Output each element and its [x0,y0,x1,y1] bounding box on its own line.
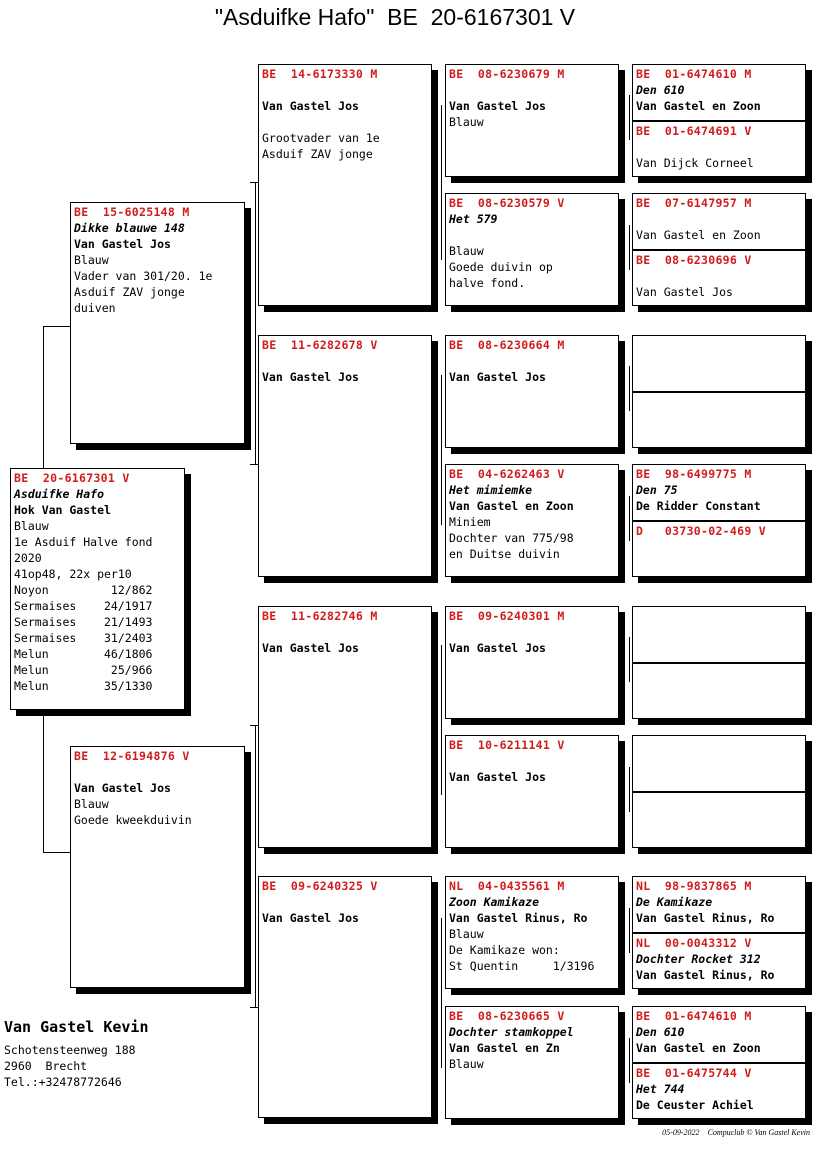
note-line: Grootvader van 1e [262,131,380,145]
note-line: 1e Asduif Halve fond [14,535,153,549]
pigeon-card-g8[interactable] [632,521,806,577]
pigeon-card-g2[interactable] [632,121,806,177]
pigeon-name [262,353,428,369]
ring-number [636,665,802,681]
connector [629,767,630,812]
ring-number: BE 01-6474610 M [636,67,752,81]
note-line: Sermaises 31/2403 [14,631,153,645]
note-line [636,268,802,284]
pigeon-card-fmf[interactable] [445,335,619,448]
note-line: De Kamikaze won: [449,943,560,957]
pigeon-card-mm[interactable] [258,876,432,1118]
pigeon-card-ffm[interactable] [445,193,619,306]
note-line: Van Gastel en Zoon [636,228,761,242]
note-line: Melun 35/1330 [14,679,153,693]
note-line: Blauw [74,253,109,267]
connector [255,725,256,1007]
pigeon-name [449,82,615,98]
pigeon-name: Asduifke Hafo [14,487,105,501]
pigeon-card-fff[interactable] [445,64,619,177]
pigeon-name: Het 744 [636,1082,685,1096]
ring-number: BE 08-6230664 M [449,338,565,352]
ring-number: BE 07-6147957 M [636,196,752,210]
pigeon-notes [14,518,181,694]
pigeon-notes [636,139,802,171]
pigeon-name: Dikke blauwe 148 [74,221,185,235]
pigeon-card-subject[interactable] [10,468,185,710]
pigeon-owner: Van Gastel en Zoon [636,99,761,113]
note-line: Goede duivin op [449,260,553,274]
note-line: Vader van 301/20. 1e [74,269,213,283]
pigeon-owner: Van Gastel Jos [262,911,359,925]
pigeon-card-mmf[interactable] [445,876,619,989]
note-line [636,139,802,155]
pigeon-card-mff[interactable] [445,606,619,719]
pigeon-notes [449,227,615,291]
pigeon-card-g16[interactable] [632,1063,806,1119]
pigeon-notes [636,268,802,300]
note-line: Dochter van 775/98 [449,531,574,545]
pigeon-name: Den 75 [636,483,678,497]
note-line: Noyon 12/862 [14,583,153,597]
connector [629,225,630,270]
pigeon-owner: Van Gastel Jos [262,641,359,655]
pigeon-card-g7[interactable] [632,464,806,521]
note-line: Sermaises 21/1493 [14,615,153,629]
ring-number: BE 20-6167301 V [14,471,130,485]
connector [250,725,258,726]
note-line: Blauw [449,115,484,129]
connector [629,908,630,953]
pigeon-owner: Van Gastel Jos [74,781,171,795]
note-line: Melun 46/1806 [14,647,153,661]
breeder-phone: Tel.:+32478772646 [4,1075,122,1089]
note-line: Blauw [74,797,109,811]
note-line: duiven [74,301,116,315]
connector [629,496,630,541]
pigeon-owner: Van Gastel Jos [262,99,359,113]
note-line: Blauw [449,244,484,258]
ring-number: BE 01-6474691 V [636,124,752,138]
pigeon-owner: Van Gastel Jos [262,370,359,384]
pigeon-name: Zoon Kamikaze [449,895,540,909]
pigeon-card-g6[interactable] [632,392,806,448]
pigeon-notes [74,252,241,316]
note-line: Sermaises 24/1917 [14,599,153,613]
footer-credit: 05-09-2022 Compuclub © Van Gastel Kevin [662,1128,810,1137]
ring-number: BE 08-6230665 V [449,1009,565,1023]
note-line [449,227,615,243]
note-line: en Duitse duivin [449,547,560,561]
ring-number: BE 08-6230579 V [449,196,565,210]
connector [250,182,258,183]
connector [250,1007,258,1008]
pigeon-name [449,353,615,369]
ring-number [636,794,802,810]
pigeon-card-ff[interactable] [258,64,432,306]
note-line: Goede kweekduivin [74,813,192,827]
ring-number: BE 09-6240301 M [449,609,565,623]
pigeon-owner: Van Gastel Rinus, Ro [636,911,775,925]
note-line: halve fond. [449,276,526,290]
pigeon-notes [449,514,615,562]
ring-number: BE 04-6262463 V [449,467,565,481]
connector [629,95,630,140]
pigeon-owner: Van Gastel Jos [449,99,546,113]
ring-number: NL 04-0435561 M [449,879,565,893]
connector [629,637,630,682]
ring-number: BE 08-6230679 M [449,67,565,81]
ring-number: BE 12-6194876 V [74,749,190,763]
pigeon-owner: Van Gastel Rinus, Ro [449,911,588,925]
pigeon-notes [636,211,802,243]
pigeon-owner: Van Gastel Jos [449,641,546,655]
pigeon-card-mother[interactable] [70,746,245,988]
breeder-name: Van Gastel Kevin [4,1018,149,1036]
note-line: Melun 25/966 [14,663,153,677]
pigeon-card-father[interactable] [70,202,245,444]
note-line: 2020 [14,551,42,565]
pigeon-name [262,82,428,98]
pigeon-card-g10[interactable] [632,663,806,719]
pigeon-card-g9[interactable] [632,606,806,663]
ring-number: D 03730-02-469 V [636,524,767,538]
pigeon-notes [449,926,615,974]
pigeon-notes [74,796,241,828]
note-line: Miniem [449,515,491,529]
note-line: Blauw [449,1057,484,1071]
pigeon-owner: Van Gastel Jos [74,237,171,251]
connector [441,375,442,525]
pigeon-card-g13[interactable] [632,876,806,933]
ring-number: BE 98-6499775 M [636,467,752,481]
connector [441,645,442,795]
connector [441,918,442,1068]
pigeon-owner: Van Gastel Rinus, Ro [636,968,775,982]
pigeon-card-mf[interactable] [258,606,432,848]
ring-number: BE 09-6240325 V [262,879,378,893]
pigeon-name [262,894,428,910]
connector [43,326,44,469]
note-line [636,211,802,227]
connector [43,710,44,852]
ring-number: BE 08-6230696 V [636,253,752,267]
pigeon-notes [449,1056,615,1072]
pigeon-notes [262,114,428,162]
pigeon-name: Dochter stamkoppel [449,1025,574,1039]
note-line: Blauw [449,927,484,941]
pigeon-name [449,624,615,640]
ring-number: BE 11-6282746 M [262,609,378,623]
pigeon-card-g15[interactable] [632,1006,806,1063]
note-line: Van Dijck Corneel [636,156,754,170]
note-line: 41op48, 22x per10 [14,567,132,581]
ring-number: BE 15-6025148 M [74,205,190,219]
pigeon-name: Den 610 [636,1025,685,1039]
pigeon-card-mfm[interactable] [445,735,619,848]
pigeon-name: Het mimiemke [449,483,533,497]
connector [43,852,70,853]
breeder-address: Schotensteenweg 188 [4,1043,136,1057]
note-line: Asduif ZAV jonge [74,285,185,299]
connector [629,1038,630,1083]
page-title: "Asduifke Hafo" BE 20-6167301 V [214,4,576,30]
pigeon-card-g11[interactable] [632,735,806,792]
pigeon-card-g12[interactable] [632,792,806,848]
note-line: Blauw [14,519,49,533]
connector [629,366,630,411]
pigeon-owner: Van Gastel Jos [449,370,546,384]
pigeon-owner: Van Gastel en Zn [449,1041,560,1055]
pigeon-name [74,764,241,780]
pigeon-owner: Hok Van Gastel [14,503,111,517]
ring-number [636,337,802,353]
note-line: St Quentin 1/3196 [449,959,595,973]
pigeon-name: De Kamikaze [636,895,713,909]
pigeon-owner: Van Gastel Jos [449,770,546,784]
pigeon-owner: De Ridder Constant [636,499,761,513]
note-line [262,114,428,130]
ring-number [636,394,802,410]
pigeon-card-g4[interactable] [632,250,806,306]
note-line: Asduif ZAV jonge [262,147,373,161]
ring-number [636,737,802,753]
pigeon-card-fm[interactable] [258,335,432,577]
pigeon-name: Den 610 [636,83,685,97]
pigeon-name: Het 579 [449,212,498,226]
pigeon-card-fmm[interactable] [445,464,619,577]
ring-number: BE 14-6173330 M [262,67,378,81]
connector [250,464,258,465]
connector [255,182,256,464]
note-line: Van Gastel Jos [636,285,733,299]
pigeon-owner: Van Gastel en Zoon [636,1041,761,1055]
pigeon-name [449,753,615,769]
ring-number: BE 01-6475744 V [636,1066,752,1080]
ring-number: NL 00-0043312 V [636,936,752,950]
ring-number [636,608,802,624]
ring-number: NL 98-9837865 M [636,879,752,893]
pigeon-card-g5[interactable] [632,335,806,392]
pigeon-name: Dochter Rocket 312 [636,952,761,966]
pigeon-owner: De Ceuster Achiel [636,1098,754,1112]
pigeon-card-mmm[interactable] [445,1006,619,1119]
pigeon-owner: Van Gastel en Zoon [449,499,574,513]
pigeon-card-g14[interactable] [632,933,806,989]
ring-number: BE 11-6282678 V [262,338,378,352]
pigeon-card-g1[interactable] [632,64,806,121]
pigeon-notes [449,114,615,130]
pigeon-name [262,624,428,640]
ring-number: BE 10-6211141 V [449,738,565,752]
ring-number: BE 01-6474610 M [636,1009,752,1023]
breeder-city: 2960 Brecht [4,1059,88,1073]
connector [441,105,442,260]
connector [43,326,70,327]
pigeon-card-g3[interactable] [632,193,806,250]
